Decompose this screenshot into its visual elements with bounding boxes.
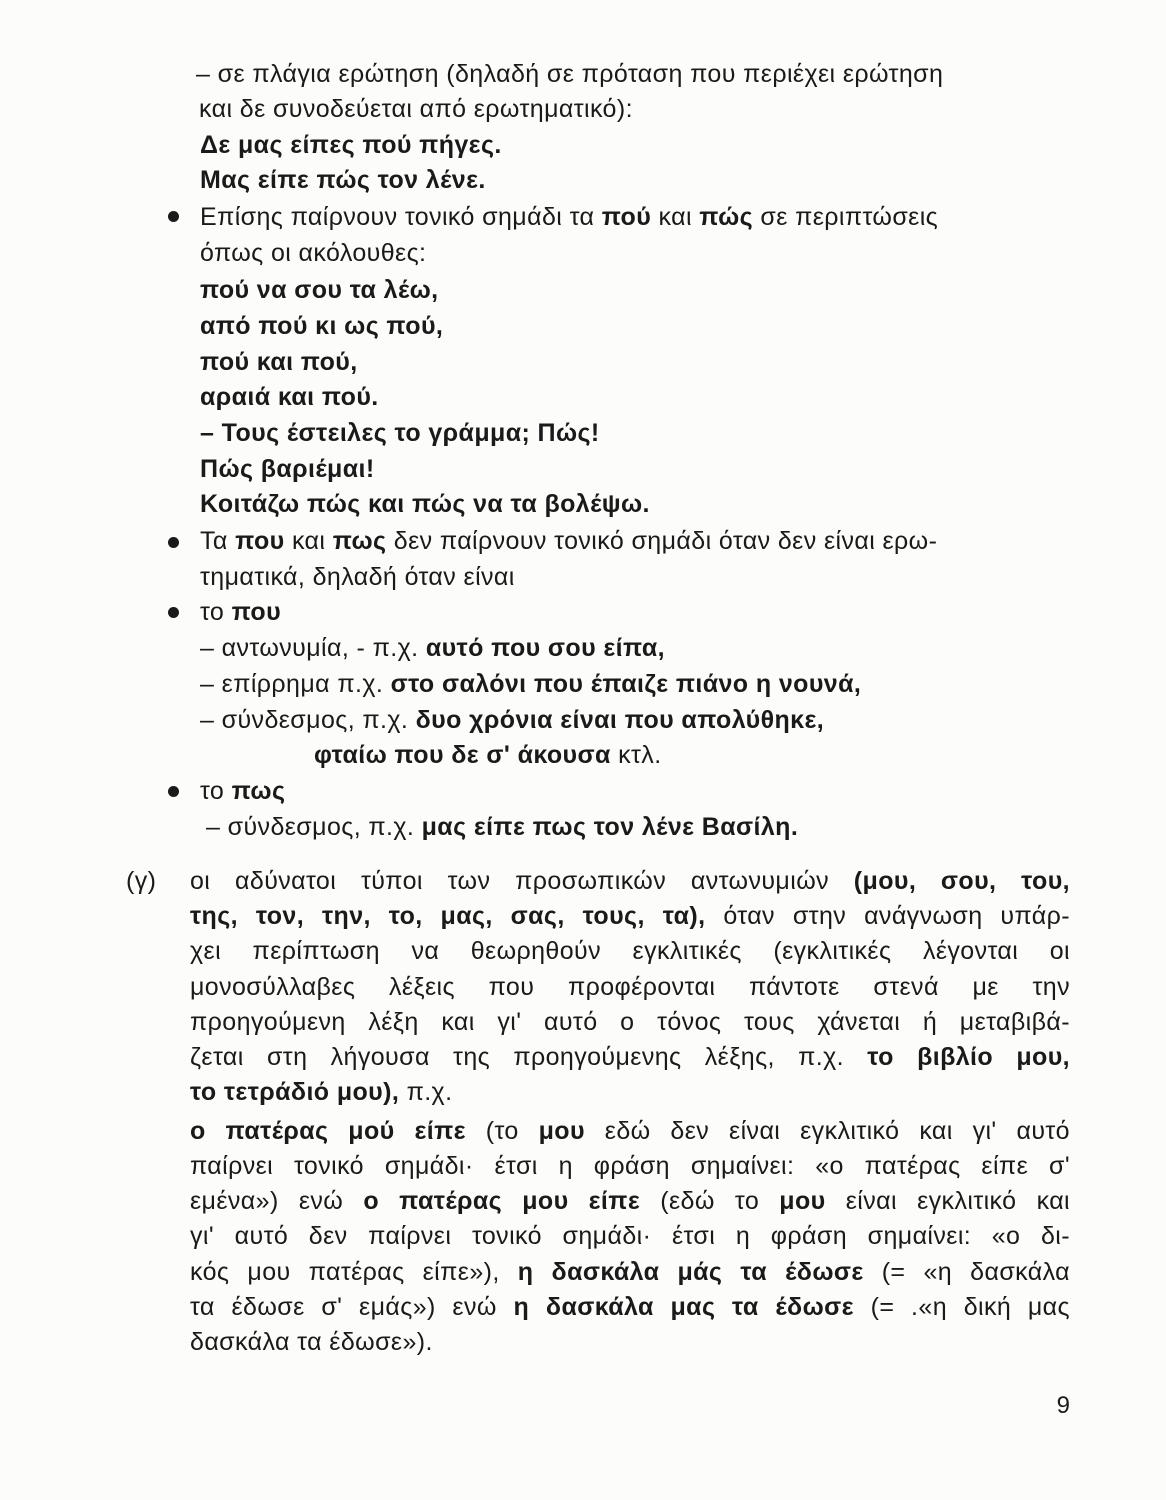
text-line: χει περίπτωση να θεωρηθούν εγκλιτικές (εγκλιτικές λέγονται οι — [190, 937, 1070, 965]
text-line: το που — [200, 598, 282, 626]
page-number: 9 — [1056, 1392, 1070, 1419]
text-line: προηγούμενη λέξη και γι' αυτό ο τόνος τους χάνεται ή μεταβιβά- — [190, 1008, 1070, 1036]
text-line: – σύνδεσμος, π.χ. δυο χρόνια είναι που απολύθηκε, — [200, 706, 825, 734]
text-line: Τα που και πως δεν παίρνουν τονικό σημάδι όταν δεν είναι ερω- — [200, 527, 938, 555]
text-line: τηματικά, δηλαδή όταν είναι — [200, 563, 515, 591]
text-line: – επίρρημα π.χ. στο σαλόνι που έπαιζε πιάνο η νουνά, — [200, 670, 862, 698]
text-line: μονοσύλλαβες λέξεις που προφέρονται πάντοτε στενά με την — [190, 973, 1070, 1001]
example-line: από πού κι ως πού, — [200, 312, 444, 340]
text-line: τα έδωσε σ' εμάς») ενώ η δασκάλα μας τα έδωσε (= .«η δική μας — [190, 1293, 1070, 1321]
text-line: – σε πλάγια ερώτηση (δηλαδή σε πρόταση που περιέχει ερώτηση — [196, 60, 944, 88]
text-line: κός μου πατέρας είπε»), η δασκάλα μάς τα έδωσε (= «η δασκάλα — [190, 1258, 1071, 1286]
bullet-icon — [168, 607, 179, 618]
text-line: φταίω που δε σ' άκουσα κτλ. — [314, 741, 662, 769]
example-line: Πώς βαριέμαι! — [200, 455, 375, 483]
text-line: όπως οι ακόλουθες: — [200, 239, 427, 267]
text-line: παίρνει τονικό σημάδι· έτσι η φράση σημαίνει: «ο πατέρας είπε σ' — [190, 1152, 1070, 1180]
example-line: Μας είπε πώς τον λένε. — [200, 166, 486, 194]
bullet-icon — [168, 537, 179, 548]
bullet-icon — [168, 211, 179, 222]
example-line: πού να σου τα λέω, — [200, 276, 439, 304]
text-line: ζεται στη λήγουσα της προηγούμενης λέξης, π.χ. το βιβλίο μου, — [190, 1043, 1071, 1071]
text-line: – αντωνυμία, - π.χ. αυτό που σου είπα, — [200, 634, 665, 662]
text-line: εμένα») ενώ ο πατέρας μου είπε (εδώ το μου είναι εγκλιτικό και — [190, 1187, 1070, 1215]
example-line: Δε μας είπες πού πήγες. — [200, 131, 502, 159]
text-line: Επίσης παίρνουν τονικό σημάδι τα πού και πώς σε περιπτώσεις — [200, 203, 939, 231]
text-line: οι αδύνατοι τύποι των προσωπικών αντωνυμιών (μου, σου, του, — [190, 867, 1070, 895]
example-line: αραιά και πού. — [200, 383, 379, 411]
example-line: – Τους έστειλες το γράμμα; Πώς! — [200, 419, 600, 447]
text-line: γι' αυτό δεν παίρνει τονικό σημάδι· έτσι η φράση σημαίνει: «ο δι- — [190, 1222, 1070, 1250]
section-label: (γ) — [126, 867, 157, 895]
text-line: δασκάλα τα έδωσε»). — [190, 1328, 433, 1356]
example-line: πού και πού, — [200, 348, 358, 376]
text-line: ο πατέρας μού είπε (το μου εδώ δεν είναι εγκλιτικό και γι' αυτό — [190, 1117, 1070, 1145]
example-line: Κοιτάζω πώς και πώς να τα βολέψω. — [200, 490, 650, 518]
text-line: και δε συνοδεύεται από ερωτηματικό): — [199, 95, 633, 123]
text-line: – σύνδεσμος, π.χ. μας είπε πως τον λένε Βασίλη. — [206, 813, 799, 841]
text-line: το τετράδιό μου), π.χ. — [190, 1078, 453, 1106]
text-line: της, τον, την, το, μας, σας, τους, τα), όταν στην ανάγνωση υπάρ- — [190, 902, 1071, 930]
bullet-icon — [168, 786, 179, 797]
text-line: το πως — [200, 777, 286, 805]
